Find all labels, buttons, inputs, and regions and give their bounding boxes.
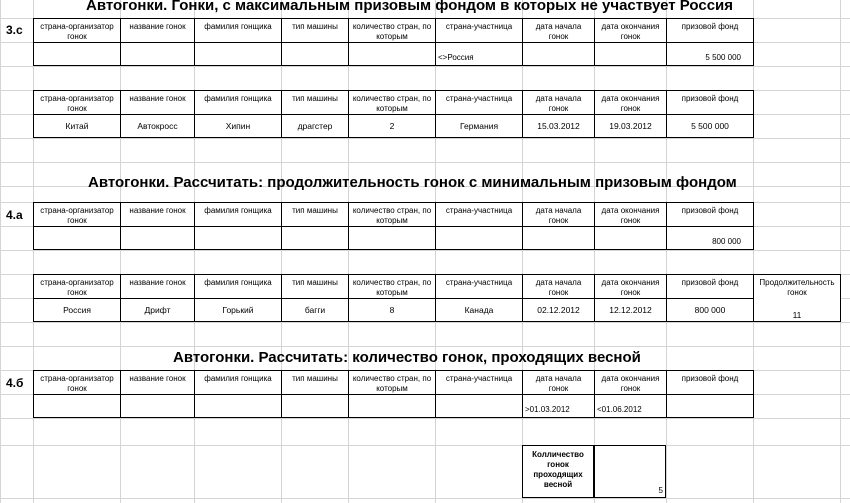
criteria-cell-0: [33, 394, 121, 418]
header-cell-0: страна-организатор гонок: [33, 370, 121, 395]
section-3c-label: 3.c: [6, 23, 23, 37]
criteria-cell-1: [120, 42, 195, 66]
criteria-cell-8: 5 500 000: [666, 42, 754, 66]
header-cell-0: страна-организатор гонок: [33, 90, 121, 115]
header-cell-7: дата окончания гонок: [594, 202, 667, 227]
result-cell-7: 12.12.2012: [594, 298, 667, 322]
result-cell-5: Германия: [435, 114, 523, 138]
criteria-cell-5: [435, 394, 523, 418]
criteria-cell-2: [194, 226, 282, 250]
criteria-cell-6: [522, 42, 595, 66]
result-cell-2: Хипин: [194, 114, 282, 138]
spring-count-value: 5: [594, 445, 666, 498]
result-cell-8: 5 500 000: [666, 114, 754, 138]
criteria-cell-1: [120, 226, 195, 250]
criteria-cell-7: [594, 42, 667, 66]
header-cell-3: тип машины: [281, 202, 349, 227]
result-cell-6: 02.12.2012: [522, 298, 595, 322]
header-cell-6: дата начала гонок: [522, 202, 595, 227]
result-cell-0: Россия: [33, 298, 121, 322]
header-cell-8: призовой фонд: [666, 370, 754, 395]
header-cell-0: страна-организатор гонок: [33, 202, 121, 227]
header-cell-6: дата начала гонок: [522, 370, 595, 395]
criteria-cell-3: [281, 226, 349, 250]
result-cell-3: багги: [281, 298, 349, 322]
criteria-cell-6: >01.03.2012: [522, 394, 595, 418]
result-cell-4: 2: [348, 114, 436, 138]
criteria-cell-0: [33, 42, 121, 66]
duration-header: Продолжительность гонок: [753, 274, 841, 299]
header-cell-1: название гонок: [120, 18, 195, 43]
result-cell-7: 19.03.2012: [594, 114, 667, 138]
section-4a-title: Автогонки. Рассчитать: продолжительность гонок с минимальным призовым фондом: [88, 174, 737, 191]
section-4b-title: Автогонки. Рассчитать: количество гонок, проходящих весной: [173, 349, 641, 366]
header-cell-7: дата окончания гонок: [594, 370, 667, 395]
header-cell-1: название гонок: [120, 202, 195, 227]
header-cell-3: тип машины: [281, 274, 349, 299]
criteria-cell-6: [522, 226, 595, 250]
criteria-cell-5: <>Россия: [435, 42, 523, 66]
header-cell-8: призовой фонд: [666, 90, 754, 115]
criteria-cell-3: [281, 42, 349, 66]
header-cell-4: количество стран, по которым: [348, 18, 436, 43]
header-cell-3: тип машины: [281, 90, 349, 115]
header-cell-3: тип машины: [281, 370, 349, 395]
criteria-cell-2: [194, 42, 282, 66]
header-cell-7: дата окончания гонок: [594, 18, 667, 43]
duration-value: 11: [753, 298, 841, 322]
section-4a-label: 4.а: [6, 208, 23, 222]
header-cell-8: призовой фонд: [666, 18, 754, 43]
header-cell-2: фамилия гонщика: [194, 370, 282, 395]
header-cell-2: фамилия гонщика: [194, 18, 282, 43]
header-cell-4: количество стран, по которым: [348, 90, 436, 115]
header-cell-1: название гонок: [120, 274, 195, 299]
header-cell-4: количество стран, по которым: [348, 202, 436, 227]
header-cell-1: название гонок: [120, 370, 195, 395]
result-cell-6: 15.03.2012: [522, 114, 595, 138]
criteria-cell-4: [348, 226, 436, 250]
header-cell-2: фамилия гонщика: [194, 90, 282, 115]
header-cell-6: дата начала гонок: [522, 90, 595, 115]
criteria-cell-1: [120, 394, 195, 418]
header-cell-6: дата начала гонок: [522, 274, 595, 299]
header-cell-7: дата окончания гонок: [594, 90, 667, 115]
result-cell-5: Канада: [435, 298, 523, 322]
criteria-cell-4: [348, 394, 436, 418]
header-cell-3: тип машины: [281, 18, 349, 43]
criteria-cell-2: [194, 394, 282, 418]
header-cell-5: страна-участница: [435, 370, 523, 395]
criteria-cell-3: [281, 394, 349, 418]
result-cell-3: драгстер: [281, 114, 349, 138]
criteria-cell-7: [594, 226, 667, 250]
header-cell-4: количество стран, по которым: [348, 274, 436, 299]
header-cell-1: название гонок: [120, 90, 195, 115]
criteria-cell-5: [435, 226, 523, 250]
result-cell-1: Дрифт: [120, 298, 195, 322]
header-cell-8: призовой фонд: [666, 202, 754, 227]
spring-count-label: Колличество гонок проходящих весной: [522, 445, 594, 498]
header-cell-4: количество стран, по которым: [348, 370, 436, 395]
header-cell-5: страна-участница: [435, 18, 523, 43]
result-cell-8: 800 000: [666, 298, 754, 322]
section-3c-title: Автогонки. Гонки, с максимальным призовым фондом в которых не участвует Россия: [86, 0, 734, 14]
result-cell-2: Горький: [194, 298, 282, 322]
header-cell-2: фамилия гонщика: [194, 274, 282, 299]
section-4b-label: 4.б: [6, 376, 24, 390]
criteria-cell-8: 800 000: [666, 226, 754, 250]
criteria-cell-0: [33, 226, 121, 250]
header-cell-5: страна-участница: [435, 90, 523, 115]
criteria-cell-8: [666, 394, 754, 418]
criteria-cell-4: [348, 42, 436, 66]
header-cell-5: страна-участница: [435, 202, 523, 227]
result-cell-4: 8: [348, 298, 436, 322]
header-cell-2: фамилия гонщика: [194, 202, 282, 227]
header-cell-7: дата окончания гонок: [594, 274, 667, 299]
header-cell-5: страна-участница: [435, 274, 523, 299]
result-cell-0: Китай: [33, 114, 121, 138]
result-cell-1: Автокросс: [120, 114, 195, 138]
header-cell-0: страна-организатор гонок: [33, 18, 121, 43]
criteria-cell-7: <01.06.2012: [594, 394, 667, 418]
header-cell-8: призовой фонд: [666, 274, 754, 299]
header-cell-6: дата начала гонок: [522, 18, 595, 43]
header-cell-0: страна-организатор гонок: [33, 274, 121, 299]
